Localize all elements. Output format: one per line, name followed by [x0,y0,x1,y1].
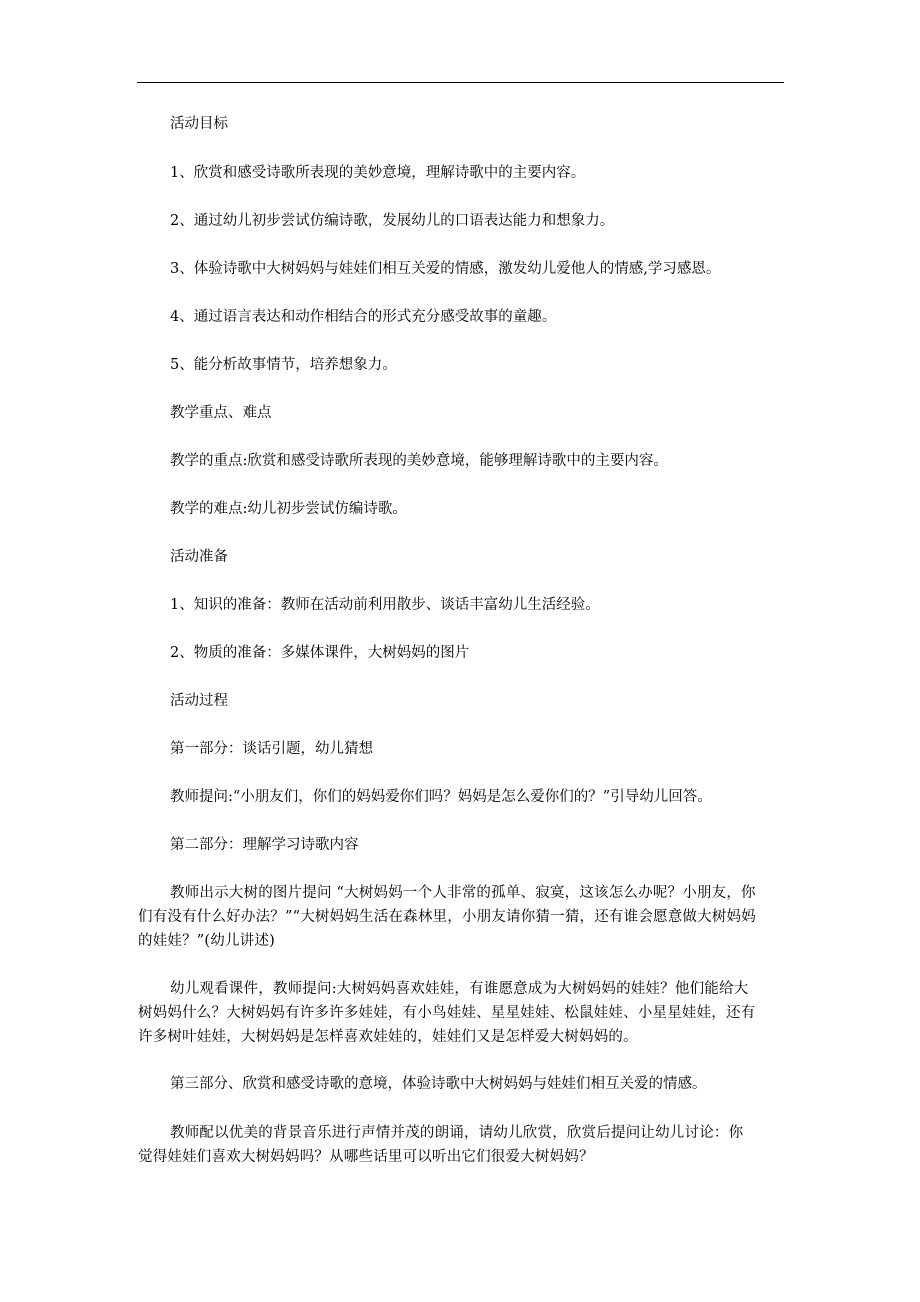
section-heading-key-points: 教学重点、难点 [170,405,272,421]
part-three-heading: 第三部分、欣赏和感受诗歌的意境，体验诗歌中大树妈妈与娃娃们相互关爱的情感。 [170,1076,707,1092]
goal-item-2: 2、通过幼儿初步尝试仿编诗歌，发展幼儿的口语表达能力和想象力。 [170,213,615,229]
key-point-text: 教学的重点:欣赏和感受诗歌所表现的美妙意境，能够理解诗歌中的主要内容。 [170,453,668,469]
goal-item-1: 1、欣赏和感受诗歌所表现的美妙意境，理解诗歌中的主要内容。 [170,165,586,181]
section-heading-preparation: 活动准备 [170,549,228,565]
part-two-heading: 第二部分：理解学习诗歌内容 [170,837,359,853]
preparation-item-1: 1、知识的准备：教师在活动前利用散步、谈话丰富幼儿生活经验。 [170,597,600,613]
goal-item-4: 4、通过语言表达和动作相结合的形式充分感受故事的童趣。 [170,309,557,325]
goal-item-3: 3、体验诗歌中大树妈妈与娃娃们相互关爱的情感，激发幼儿爱他人的情感,学习感恩。 [170,261,721,277]
section-heading-activity-goals: 活动目标 [170,116,228,132]
preparation-item-2: 2、物质的准备：多媒体课件，大树妈妈的图片 [170,645,470,661]
difficult-point-text: 教学的难点:幼儿初步尝试仿编诗歌。 [170,501,407,517]
goal-item-5: 5、能分析故事情节，培养想象力。 [170,357,397,373]
part-three-paragraph: 教师配以优美的背景音乐进行声情并茂的朗诵，请幼儿欣赏，欣赏后提问让幼儿讨论：你觉得娃娃们喜欢大树妈妈吗？从哪些话里可以听出它们很爱大树妈妈？ [138,1125,744,1165]
part-two-paragraph-2: 幼儿观看课件，教师提问:大树妈妈喜欢娃娃，有谁愿意成为大树妈妈的娃娃？他们能给大树妈妈什么？大树妈妈有许多许多娃娃，有小鸟娃娃、星星娃娃、松鼠娃娃、小星星娃娃，还有许多树叶娃娃，大树妈妈是怎样喜欢娃娃的，娃娃们又是怎样爱大树妈妈的。 [138,981,756,1045]
header-rule [137,82,784,83]
section-heading-process: 活动过程 [170,693,228,709]
part-two-paragraph-1: 教师出示大树的图片提问 “大树妈妈一个人非常的孤单、寂寞，这该怎么办呢？小朋友，你们有没有什么好办法？”“大树妈妈生活在森林里，小朋友请你猜一猜，还有谁会愿意做大树妈妈的娃娃？”(幼儿讲述) [138,885,756,949]
part-one-question: 教师提问:“小朋友们，你们的妈妈爱你们吗？妈妈是怎么爱你们的？”引导幼儿回答。 [170,789,712,805]
part-one-heading: 第一部分：谈话引题，幼儿猜想 [170,741,373,757]
